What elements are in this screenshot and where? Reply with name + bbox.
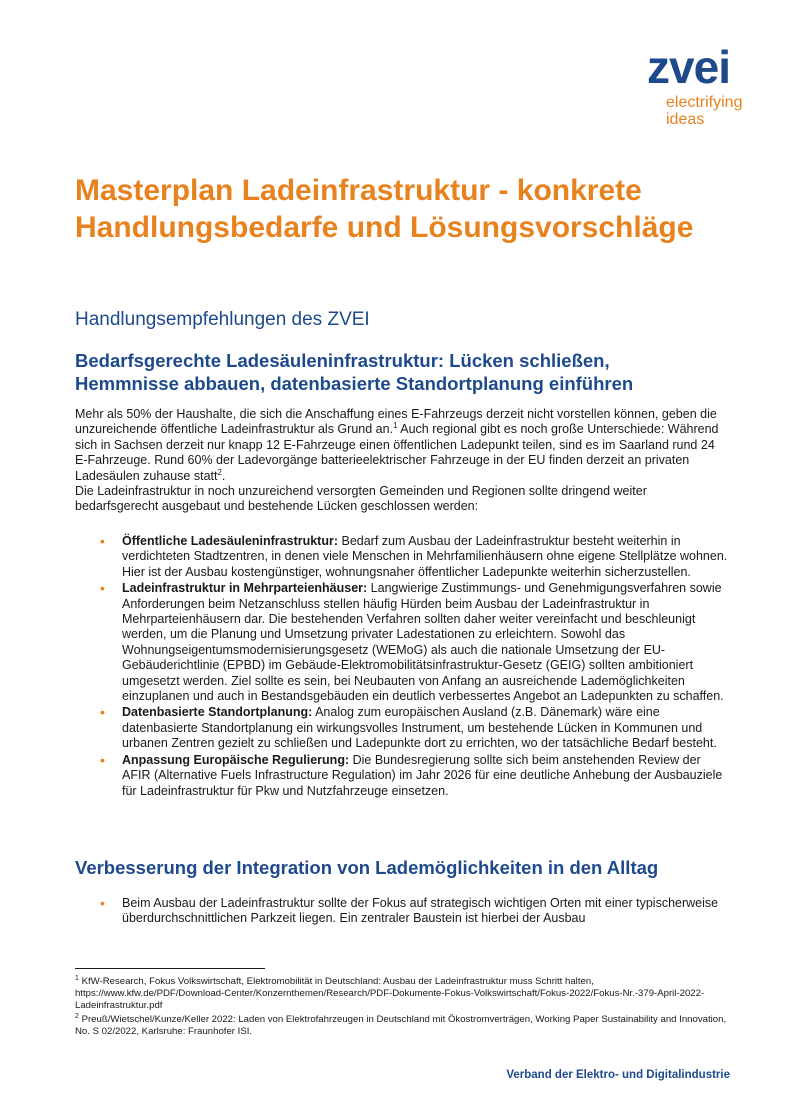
page-title: Masterplan Ladeinfrastruktur - konkrete Handlungsbedarfe und Lösungsvorschläge (75, 174, 694, 244)
section-heading-ladesaeulen: Bedarfsgerechte Ladesäuleninfrastruktur: Lücken schließen, Hemmnisse abbauen, datenbasierte Standortplanung einführen (75, 350, 634, 394)
list-item-term: Datenbasierte Standortplanung: (122, 705, 313, 720)
list-item-text: Die Bundesregierung sollte sich beim anstehenden Review der AFIR (Alternative Fuels Infrastructure Regulation) im Jahr 2026 für eine deutliche Anhebung der Ausbauziele für Ladeinfrastruktur für Pkw und Nutzfahrzeuge einsetzen. (122, 752, 723, 798)
bullet-icon: • (100, 895, 105, 911)
list-item-text: Bedarf zum Ausbau der Ladeinfrastruktur besteht weiterhin in verdichteten Stadtzentren, in denen viele Menschen in Mehrfamilienhäusern ohne eigene Stellplätze wohnen. Hier ist der Ausbau kostengünstiger, wohnungsnaher öffentlicher Ladepunkte weiterhin sicherzustellen. (122, 534, 728, 579)
footnote-text-2: Preuß/Wietschel/Kunze/Keller 2022: Laden von Elektrofahrzeugen in Deutschland mit Ökostromverträgen, Working Paper Sustainability and Innovation, No. S 02/2022, Karlsruhe: Fraunhofer ISI. (75, 1013, 727, 1037)
bullet-icon: • (100, 533, 105, 549)
recommendation-list (98, 534, 728, 800)
logo-wordmark: zvei (647, 41, 730, 93)
alltag-list (98, 896, 728, 928)
list-item-term: Ladeinfrastruktur in Mehrparteienhäuser: (122, 581, 368, 596)
intro-text-b: Auch regional gibt es noch große Unterschiede: Während sich in Sachsen derzeit nur knapp 12 E-Fahrzeuge einen öffentlichen Ladepunkt teilen, sind es im Saarland rund 24 E-Fahrzeuge. Rund 60% der Ladevorgänge batterieelektrischer Fahrzeuge in der EU finden derzeit an privaten Ladesäulen zuhause statt (75, 422, 719, 483)
list-item-text: Beim Ausbau der Ladeinfrastruktur sollte der Fokus auf strategisch wichtigen Orten mit einer typischerweise überdurchschnittlichen Parkzeit liegen. Ein zentraler Baustein ist hierbei der Ausbau (122, 896, 719, 926)
footnote-mark-1: 1 (75, 974, 79, 982)
footnote-text-1: KfW-Research, Fokus Volkswirtschaft, Elektromobilität in Deutschland: Ausbau der Ladeinfrastruktur muss Schritt halten, https://www.kfw.de/PDF/Download-Center/Konzernthemen/Research/PDF-Dokumente-Fokus-Volkswirtschaft/Fokus-2022/Fokus-Nr.-379-April-2022-Ladeinfrastruktur.pdf (75, 976, 705, 1012)
intro-text-d: Die Ladeinfrastruktur in noch unzureichend versorgten Gemeinden und Regionen sollte dringend weiter bedarfsgerecht ausgebaut und bestehende Lücken geschlossen werden: (75, 484, 647, 514)
footnote-1 (75, 976, 735, 1013)
intro-text-c: . (221, 468, 226, 483)
zvei-logo (580, 41, 743, 134)
list-item-text: Langwierige Zustimmungs- und Genehmigungsverfahren sowie Anforderungen beim Netzanschluss stellen häufig Hürden beim Ausbau der Ladeinfrastruktur in Mehrparteienhäusern dar. Die bestehenden Verfahren sollten daher weiter vereinfacht und beschleunigt werden, um die Planung und Umsetzung privater Ladestationen zu erleichtern. Sowohl das Wohnungseigentumsmodernisierungsgesetz (WEMoG) als auch die nationale Umsetzung der EU-Gebäuderichtlinie (EPBD) im Gebäude-Elektromobilitätsinfrastruktur-Gesetz (GEIG) sollten ambitioniert umgesetzt werden. Ziel sollte es sein, bei Neubauten von Anfang an ausreichende Lademöglichkeiten einzuplanen und auch in Bestandsgebäuden ein deutlich verbessertes Angebot an Ladepunkten zu schaffen. (122, 581, 724, 704)
footnote-ref-2[interactable]: 2 (217, 467, 222, 477)
section-heading-alltag: Verbesserung der Integration von Lademöglichkeiten in den Alltag (75, 857, 659, 878)
page-footer: Verband der Elektro- und Digitalindustrie (506, 1069, 730, 1081)
list-item (98, 896, 728, 927)
list-item-term: Anpassung Europäische Regulierung: (122, 752, 350, 767)
footnote-2 (75, 1014, 735, 1038)
page-subtitle: Handlungsempfehlungen des ZVEI (75, 309, 370, 330)
footnotes (75, 976, 735, 1039)
list-item (98, 753, 728, 799)
list-item (98, 581, 728, 704)
logo-tagline-line-2: ideas (666, 111, 705, 128)
list-item (98, 705, 728, 751)
footnote-mark-2: 2 (75, 1012, 79, 1020)
intro-paragraph (75, 407, 725, 515)
list-item-text: Analog zum europäischen Ausland (z.B. Dänemark) wäre eine datenbasierte Standortplanung ein wirkungsvolles Instrument, um bestehende Lücken in Kommunen und urbanen Zentren gezielt zu schließen und Ladepunkte dort zu errichten, wo der tatsächliche Bedarf besteht. (122, 705, 717, 751)
logo-tagline (666, 94, 742, 128)
bullet-icon: • (100, 580, 105, 597)
intro-text-a: Mehr als 50% der Haushalte, die sich die Anschaffung eines E-Fahrzeugs derzeit nicht vorstellen können, geben die unzureichende öffentliche Ladeinfrastruktur als Grund an. (75, 407, 717, 437)
footnote-divider (75, 968, 265, 969)
logo-tagline-line-1: electrifying (666, 94, 743, 111)
footnote-ref-1[interactable]: 1 (393, 421, 398, 431)
bullet-icon: • (100, 751, 105, 768)
bullet-icon: • (100, 704, 105, 721)
list-item-term: Öffentliche Ladesäuleninfrastruktur: (122, 534, 339, 548)
list-item (98, 534, 728, 580)
